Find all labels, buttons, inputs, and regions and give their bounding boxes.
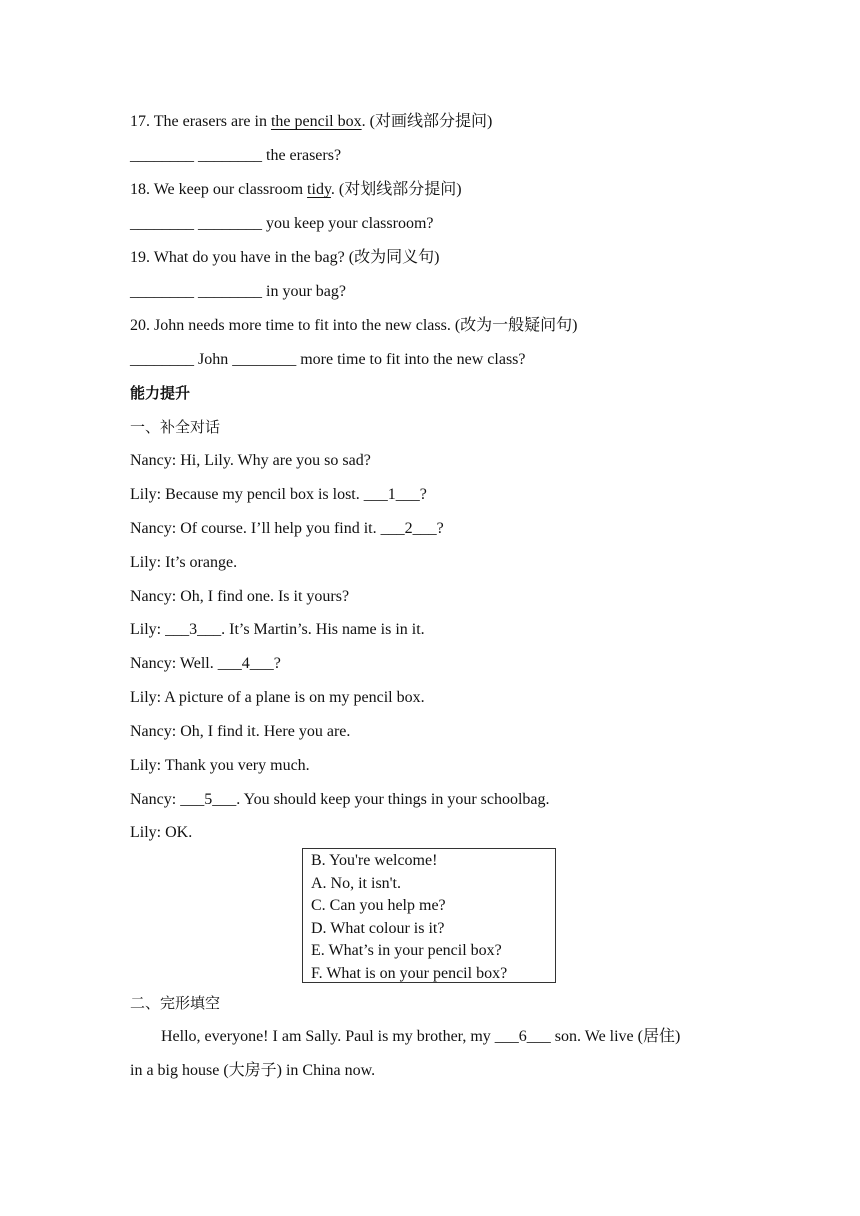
question-19: 19. What do you have in the bag? (改为同义句): [130, 249, 440, 266]
dialogue-line: Lily: ___3___. It’s Martin’s. His name is in it.: [130, 621, 425, 638]
option-item: C. Can you help me?: [311, 897, 446, 914]
answer-line-17: ________ ________ the erasers?: [130, 147, 342, 164]
options-box: [302, 848, 556, 983]
question-instruction: . (对画线部分提问): [361, 113, 493, 130]
part2-title: 二、完形填空: [130, 994, 221, 1012]
question-18: [130, 180, 462, 200]
option-item: E. What’s in your pencil box?: [311, 942, 502, 959]
question-text: 17. The erasers are in: [130, 113, 271, 130]
option-item: F. What is on your pencil box?: [311, 965, 508, 982]
option-item: D. What colour is it?: [311, 920, 445, 937]
option-item: B. You're welcome!: [311, 852, 438, 869]
dialogue-line: Lily: It’s orange.: [130, 554, 238, 571]
passage-line: Hello, everyone! I am Sally. Paul is my brother, my ___6___ son. We live (居住): [161, 1028, 681, 1045]
answer-line-18: ________ ________ you keep your classroom?: [130, 215, 434, 232]
part1-title: 一、补全对话: [130, 418, 221, 436]
answer-line-20: ________ John ________ more time to fit into the new class?: [130, 351, 526, 368]
question-20: 20. John needs more time to fit into the new class. (改为一般疑问句): [130, 317, 578, 334]
dialogue-line: Lily: OK.: [130, 824, 193, 841]
question-17: [130, 112, 492, 132]
dialogue-line: Nancy: Oh, I find it. Here you are.: [130, 723, 351, 740]
dialogue-line: Lily: A picture of a plane is on my pencil box.: [130, 689, 425, 706]
answer-line-19: ________ ________ in your bag?: [130, 283, 346, 300]
dialogue-line: Lily: Because my pencil box is lost. ___1___?: [130, 486, 427, 503]
dialogue-line: Nancy: Hi, Lily. Why are you so sad?: [130, 452, 371, 469]
underlined-phrase: the pencil box: [270, 113, 362, 130]
section-title: 能力提升: [130, 384, 191, 402]
option-item: A. No, it isn't.: [311, 875, 401, 892]
passage-line: in a big house (大房子) in China now.: [130, 1062, 376, 1079]
question-instruction: . (对划线部分提问): [330, 181, 462, 198]
underlined-phrase: tidy: [307, 181, 331, 198]
question-text: 18. We keep our classroom: [130, 181, 308, 198]
dialogue-line: Nancy: Oh, I find one. Is it yours?: [130, 588, 350, 605]
dialogue-line: Nancy: ___5___. You should keep your things in your schoolbag.: [130, 791, 550, 808]
dialogue-line: Nancy: Well. ___4___?: [130, 655, 281, 672]
dialogue-line: Lily: Thank you very much.: [130, 757, 310, 774]
dialogue-line: Nancy: Of course. I’ll help you find it. ___2___?: [130, 520, 444, 537]
